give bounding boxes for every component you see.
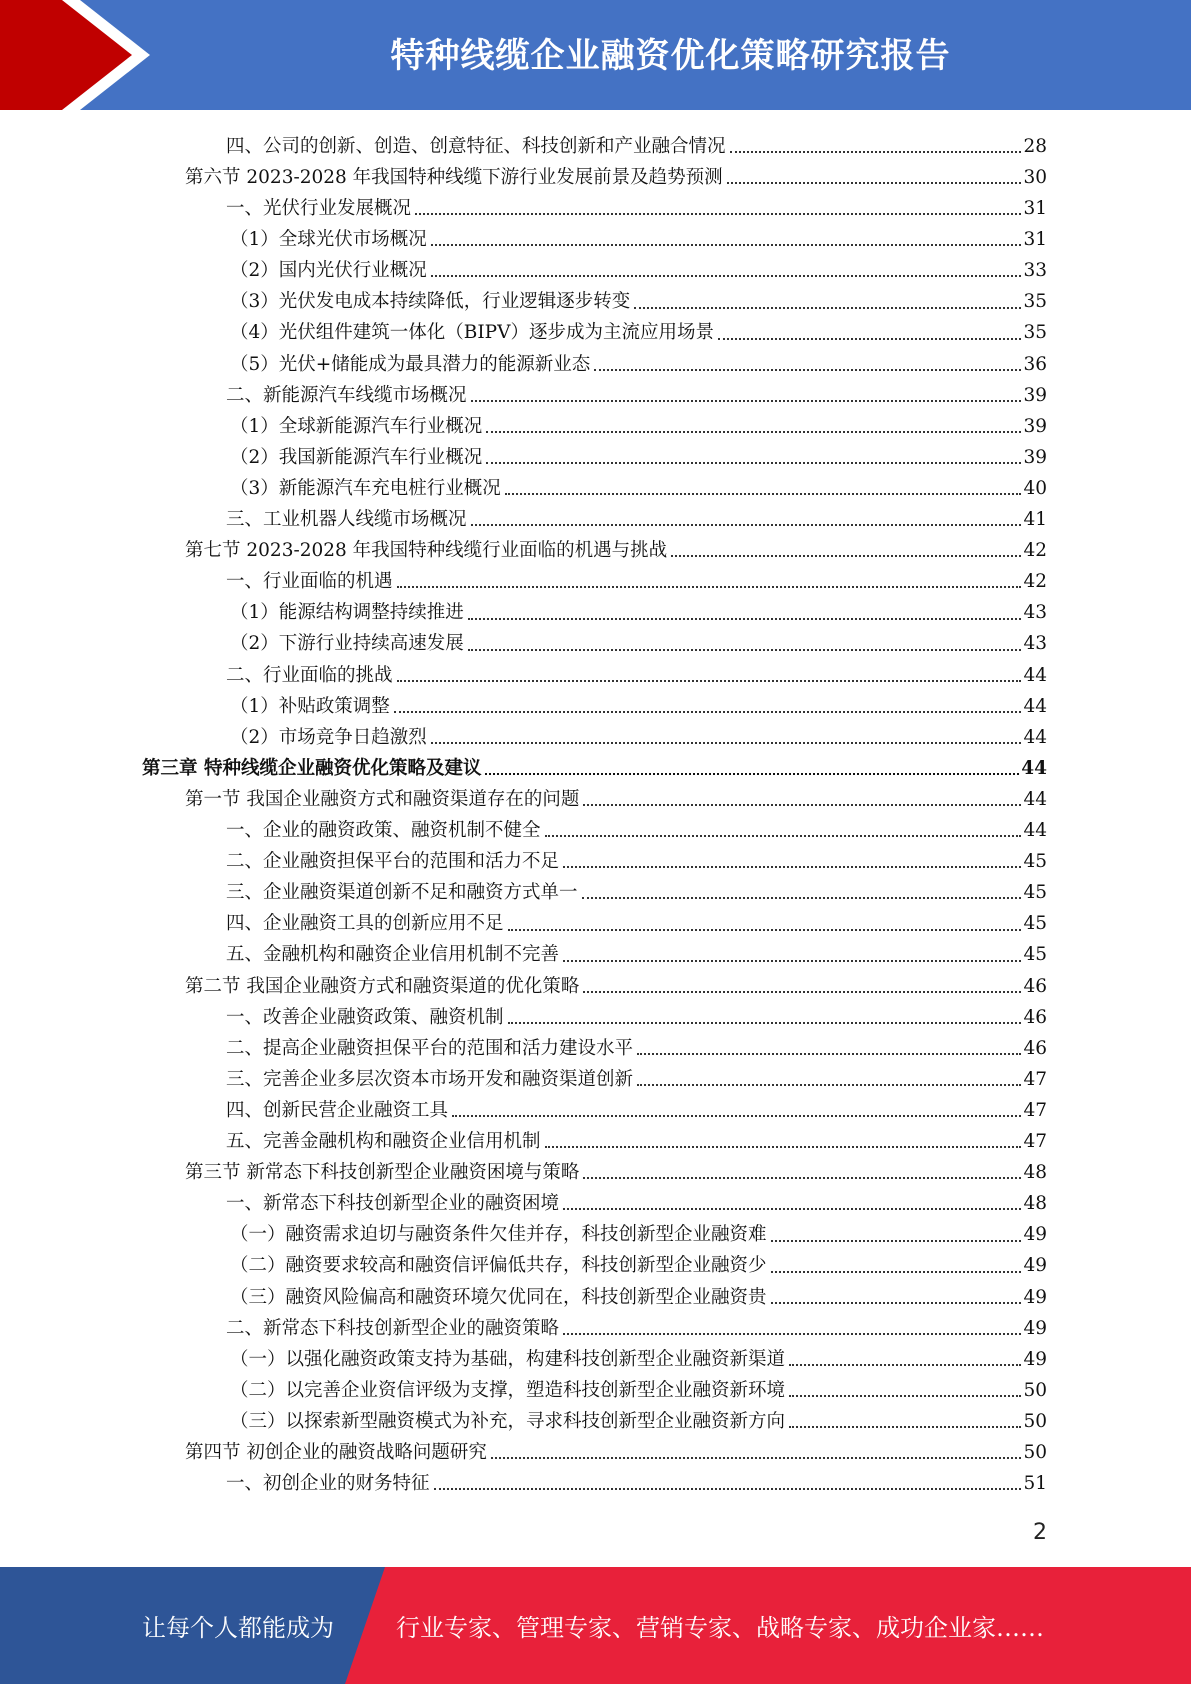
toc-entry[interactable]: [226, 873, 1047, 904]
toc-entry-page: 45: [1023, 882, 1047, 904]
toc-entry-title: （2）国内光伏行业概况: [230, 260, 427, 282]
toc-dot-leader: [583, 1177, 1021, 1179]
toc-entry[interactable]: [226, 376, 1047, 407]
toc-entry[interactable]: [230, 1340, 1047, 1371]
toc-dot-leader: [397, 680, 1022, 682]
toc-entry-title: （5）光伏+储能成为最具潜力的能源新业态: [230, 353, 591, 375]
toc-dot-leader: [727, 182, 1022, 184]
toc-entry-page: 35: [1023, 291, 1047, 313]
toc-entry-title: 一、企业的融资政策、融资机制不健全: [226, 820, 541, 841]
toc-dot-leader: [468, 649, 1022, 651]
toc-entry[interactable]: [230, 469, 1047, 500]
toc-dot-leader: [771, 1302, 1022, 1304]
toc-entry-title: （三）融资风险偏高和融资环境欠优同在，科技创新型企业融资贵: [230, 1286, 767, 1308]
toc-entry[interactable]: [230, 594, 1047, 625]
toc-entry-title: （2）市场竞争日趋激烈: [230, 726, 427, 748]
toc-entry-title: 五、完善金融机构和融资企业信用机制: [226, 1131, 541, 1152]
toc-entry-title: 一、初创企业的财务特征: [226, 1473, 430, 1495]
toc-dot-leader: [634, 307, 1021, 309]
toc-dot-leader: [415, 213, 1021, 215]
toc-entry-page: 49: [1023, 1224, 1047, 1246]
toc-entry[interactable]: [230, 1402, 1047, 1433]
toc-entry-page: 47: [1023, 1068, 1047, 1090]
toc-entry-page: 41: [1023, 509, 1047, 530]
toc-entry[interactable]: [226, 189, 1047, 220]
toc-entry[interactable]: [185, 531, 1047, 562]
toc-entry[interactable]: [185, 1153, 1047, 1184]
toc-entry-page: 42: [1023, 571, 1047, 593]
toc-entry-title: 三、企业融资渠道创新不足和融资方式单一: [226, 882, 578, 904]
toc-entry-page: 44: [1021, 757, 1047, 779]
toc-dot-leader: [452, 1115, 1021, 1117]
toc-entry[interactable]: [226, 905, 1047, 936]
toc-dot-leader: [771, 1240, 1022, 1242]
toc-entry-page: 49: [1023, 1255, 1047, 1277]
toc-entry-title: 第三章 特种线缆企业融资优化策略及建议: [142, 757, 482, 779]
toc-entry[interactable]: [230, 283, 1047, 314]
toc-entry[interactable]: [226, 1091, 1047, 1122]
toc-dot-leader: [563, 866, 1021, 868]
toc-dot-leader: [563, 1333, 1021, 1335]
toc-entry-page: 36: [1023, 353, 1047, 375]
toc-entry-page: 28: [1023, 135, 1047, 157]
toc-entry-page: 30: [1023, 166, 1047, 188]
toc-entry[interactable]: [230, 220, 1047, 251]
toc-entry-page: 40: [1023, 477, 1047, 499]
toc-entry[interactable]: [185, 1433, 1047, 1464]
toc-entry-title: （1）全球新能源汽车行业概况: [230, 415, 483, 437]
toc-entry-title: （1）能源结构调整持续推进: [230, 602, 464, 624]
toc-entry[interactable]: [226, 998, 1047, 1029]
toc-entry[interactable]: [226, 1464, 1047, 1495]
toc-entry-title: 二、提高企业融资担保平台的范围和活力建设水平: [226, 1037, 634, 1059]
toc-entry[interactable]: [226, 1184, 1047, 1215]
toc-entry-title: （三）以探索新型融资模式为补充，寻求科技创新型企业融资新方向: [230, 1410, 786, 1432]
toc-dot-leader: [563, 1208, 1021, 1210]
toc-dot-leader: [431, 244, 1022, 246]
toc-entry-title: （一）以强化融资政策支持为基础，构建科技创新型企业融资新渠道: [230, 1348, 786, 1370]
toc-dot-leader: [431, 275, 1022, 277]
toc-entry[interactable]: [230, 1247, 1047, 1278]
toc-dot-leader: [583, 991, 1021, 993]
toc-entry[interactable]: [185, 780, 1047, 811]
toc-entry-title: 四、创新民营企业融资工具: [226, 1099, 449, 1121]
toc-entry-title: （4）光伏组件建筑一体化（BIPV）逐步成为主流应用场景: [230, 322, 714, 344]
toc-dot-leader: [594, 369, 1021, 371]
toc-entry-page: 47: [1023, 1131, 1047, 1152]
toc-dot-leader: [471, 524, 1022, 526]
toc-entry[interactable]: [230, 345, 1047, 376]
toc-dot-leader: [671, 555, 1021, 557]
toc-entry-title: 第四节 初创企业的融资战略问题研究: [185, 1442, 487, 1463]
footer-slogan-right: 行业专家、管理专家、营销专家、战略专家、成功企业家……: [396, 1614, 1044, 1642]
toc-entry[interactable]: [226, 500, 1047, 531]
toc-dot-leader: [485, 773, 1019, 775]
toc-dot-leader: [394, 711, 1022, 713]
report-title: 特种线缆企业融资优化策略研究报告: [390, 35, 951, 76]
toc-dot-leader: [637, 1053, 1021, 1055]
toc-entry[interactable]: [142, 749, 1047, 780]
toc-dot-leader: [397, 586, 1022, 588]
toc-entry-page: 47: [1023, 1099, 1047, 1121]
toc-entry-page: 46: [1023, 1006, 1047, 1028]
page-header: [0, 0, 1191, 110]
toc-dot-leader: [771, 1271, 1022, 1273]
toc-entry[interactable]: [226, 656, 1047, 687]
toc-entry-title: 第一节 我国企业融资方式和融资渠道存在的问题: [185, 788, 580, 810]
toc-entry-page: 45: [1023, 944, 1047, 966]
toc-entry[interactable]: [226, 811, 1047, 842]
toc-entry-page: 48: [1023, 1162, 1047, 1184]
toc-entry[interactable]: [226, 127, 1047, 158]
toc-entry-page: 51: [1023, 1473, 1047, 1495]
toc-entry-title: 三、完善企业多层次资本市场开发和融资渠道创新: [226, 1068, 634, 1090]
toc-entry[interactable]: [185, 967, 1047, 998]
toc-dot-leader: [508, 929, 1022, 931]
toc-entry[interactable]: [230, 687, 1047, 718]
toc-entry-title: （3）光伏发电成本持续降低，行业逻辑逐步转变: [230, 291, 631, 313]
toc-entry-title: 一、改善企业融资政策、融资机制: [226, 1006, 504, 1028]
toc-entry-page: 44: [1023, 788, 1047, 810]
toc-entry-title: 四、公司的创新、创造、创意特征、科技创新和产业融合情况: [226, 135, 726, 157]
toc-entry-title: （1）全球光伏市场概况: [230, 229, 427, 251]
toc-entry-title: 第七节 2023-2028 年我国特种线缆行业面临的机遇与挑战: [185, 540, 668, 562]
toc-entry-title: （二）融资要求较高和融资信评偏低共存，科技创新型企业融资少: [230, 1255, 767, 1277]
toc-entry-page: 50: [1023, 1410, 1047, 1432]
toc-dot-leader: [505, 493, 1022, 495]
toc-entry[interactable]: [230, 718, 1047, 749]
toc-entry-title: 二、新能源汽车线缆市场概况: [226, 384, 467, 406]
toc-entry-page: 49: [1023, 1286, 1047, 1308]
toc-entry-page: 49: [1023, 1317, 1047, 1339]
toc-entry-title: （2）我国新能源汽车行业概况: [230, 446, 483, 468]
toc-entry-page: 44: [1023, 664, 1047, 686]
toc-entry-page: 39: [1023, 384, 1047, 406]
toc-dot-leader: [486, 431, 1021, 433]
toc-dot-leader: [637, 1084, 1021, 1086]
toc-entry[interactable]: [230, 251, 1047, 282]
toc-dot-leader: [545, 835, 1022, 837]
toc-entry-title: （一）融资需求迫切与融资条件欠佳并存，科技创新型企业融资难: [230, 1224, 767, 1246]
toc-entry-title: 四、企业融资工具的创新应用不足: [226, 913, 504, 935]
toc-entry[interactable]: [226, 842, 1047, 873]
toc-entry[interactable]: [226, 1029, 1047, 1060]
toc-dot-leader: [582, 897, 1022, 899]
toc-dot-leader: [563, 960, 1021, 962]
toc-entry-title: （2）下游行业持续高速发展: [230, 633, 464, 655]
toc-entry-title: 二、新常态下科技创新型企业的融资策略: [226, 1317, 560, 1339]
footer-slogan-left: 让每个人都能成为: [142, 1614, 334, 1642]
toc-dot-leader: [508, 1022, 1022, 1024]
toc-entry-page: 45: [1023, 913, 1047, 935]
toc-entry-title: 三、工业机器人线缆市场概况: [226, 509, 467, 530]
toc-dot-leader: [718, 338, 1021, 340]
toc-entry-page: 39: [1023, 446, 1047, 468]
toc-entry-title: 一、新常态下科技创新型企业的融资困境: [226, 1193, 560, 1215]
page-footer: [0, 1567, 1191, 1684]
toc-entry-page: 49: [1023, 1348, 1047, 1370]
toc-entry[interactable]: [226, 1309, 1047, 1340]
toc-entry-title: 第三节 新常态下科技创新型企业融资困境与策略: [185, 1162, 580, 1184]
toc-dot-leader: [486, 462, 1021, 464]
toc-entry-page: 44: [1023, 820, 1047, 841]
toc-entry-page: 50: [1023, 1379, 1047, 1401]
toc-dot-leader: [468, 618, 1022, 620]
toc-dot-leader: [789, 1426, 1021, 1428]
toc-entry-page: 43: [1023, 633, 1047, 655]
toc-entry[interactable]: [185, 158, 1047, 189]
toc-dot-leader: [583, 804, 1021, 806]
toc-entry-title: 五、金融机构和融资企业信用机制不完善: [226, 944, 560, 966]
toc-entry[interactable]: [226, 562, 1047, 593]
page-number: 2: [1033, 1520, 1047, 1545]
toc-entry-page: 48: [1023, 1193, 1047, 1215]
toc-dot-leader: [789, 1395, 1021, 1397]
toc-entry-page: 42: [1023, 540, 1047, 562]
toc-entry[interactable]: [230, 1371, 1047, 1402]
toc-entry[interactable]: [230, 1278, 1047, 1309]
toc-entry[interactable]: [226, 1122, 1047, 1153]
toc-entry-title: 第六节 2023-2028 年我国特种线缆下游行业发展前景及趋势预测: [185, 166, 723, 188]
toc-entry-title: 一、光伏行业发展概况: [226, 198, 412, 219]
toc-entry[interactable]: [230, 314, 1047, 345]
toc-entry-title: 第二节 我国企业融资方式和融资渠道的优化策略: [185, 975, 580, 997]
toc-entry-title: （二）以完善企业资信评级为支撑，塑造科技创新型企业融资新环境: [230, 1379, 786, 1401]
toc-entry[interactable]: [230, 1216, 1047, 1247]
toc-dot-leader: [789, 1364, 1021, 1366]
toc-entry[interactable]: [230, 407, 1047, 438]
toc-entry[interactable]: [230, 438, 1047, 469]
toc-entry-page: 45: [1023, 851, 1047, 873]
toc-entry-title: 一、行业面临的机遇: [226, 571, 393, 593]
toc-entry[interactable]: [226, 936, 1047, 967]
toc-dot-leader: [545, 1146, 1022, 1148]
toc-entry[interactable]: [226, 1060, 1047, 1091]
toc-dot-leader: [491, 1457, 1022, 1459]
toc-entry-page: 31: [1023, 198, 1047, 219]
toc-entry-title: 二、企业融资担保平台的范围和活力不足: [226, 851, 560, 873]
toc-entry-page: 39: [1023, 415, 1047, 437]
toc-entry-page: 44: [1023, 695, 1047, 717]
toc-entry-page: 31: [1023, 229, 1047, 251]
toc-entry-page: 35: [1023, 322, 1047, 344]
toc-dot-leader: [730, 151, 1022, 153]
toc-entry-page: 46: [1023, 975, 1047, 997]
toc-entry-title: （1）补贴政策调整: [230, 695, 390, 717]
toc-entry[interactable]: [230, 625, 1047, 656]
toc-entry-page: 43: [1023, 602, 1047, 624]
toc-entry-title: （3）新能源汽车充电桩行业概况: [230, 477, 501, 499]
toc-dot-leader: [471, 400, 1022, 402]
toc-dot-leader: [434, 1488, 1022, 1490]
toc-entry-title: 二、行业面临的挑战: [226, 664, 393, 686]
toc-entry-page: 46: [1023, 1037, 1047, 1059]
toc-dot-leader: [431, 742, 1022, 744]
toc-entry-page: 44: [1023, 726, 1047, 748]
toc-entry-page: 50: [1023, 1442, 1047, 1463]
toc-entry-page: 33: [1023, 260, 1047, 282]
